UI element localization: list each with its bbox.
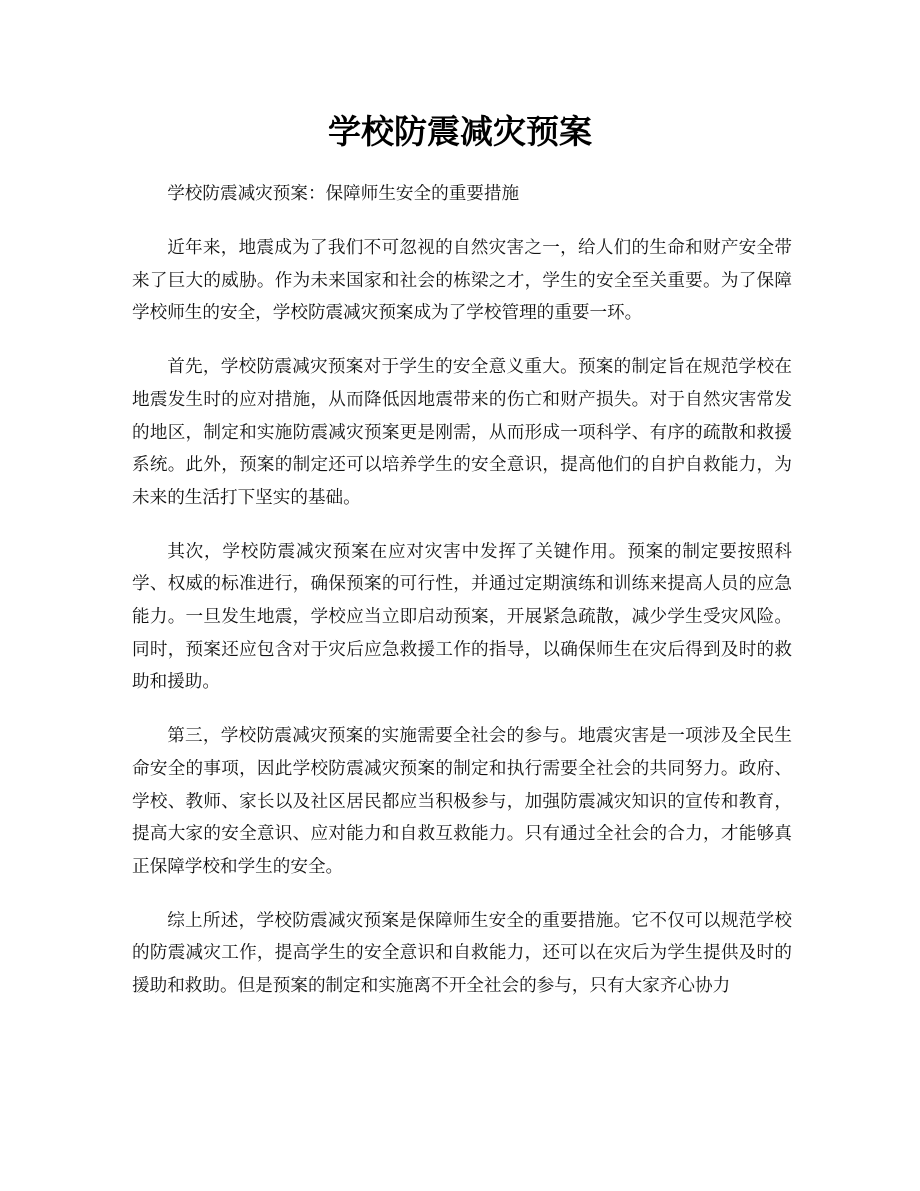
document-title: 学校防震减灾预案 bbox=[328, 112, 592, 151]
first-point-paragraph: 首先，学校防震减灾预案对于学生的安全意义重大。预案的制定旨在规范学校在地震发生时的应对措施，从而降低因地震带来的伤亡和财产损失。对于自然灾害常发的地区，制定和实施防震减灾预案更是刚需，从而形成一项科学、有序的疏散和救援系统。此外，预案的制定还可以培养学生的安全意识，提高他们的自护自救能力，为未来的生活打下坚实的基础。 bbox=[132, 357, 792, 508]
document-body bbox=[132, 178, 792, 1024]
third-point-paragraph: 第三，学校防震减灾预案的实施需要全社会的参与。地震灾害是一项涉及全民生命安全的事项，因此学校防震减灾预案的制定和执行需要全社会的共同努力。政府、学校、教师、家长以及社区居民都应当积极参与，加强防震减灾知识的宣传和教育，提高大家的安全意识、应对能力和自救互救能力。只有通过全社会的合力，才能够真正保障学校和学生的安全。 bbox=[132, 726, 792, 877]
intro-paragraph: 近年来，地震成为了我们不可忽视的自然灾害之一，给人们的生命和财产安全带来了巨大的威胁。作为未来国家和社会的栋梁之才，学生的安全至关重要。为了保障学校师生的安全，学校防震减灾预案成为了学校管理的重要一环。 bbox=[132, 238, 792, 324]
conclusion-paragraph: 综上所述，学校防震减灾预案是保障师生安全的重要措施。它不仅可以规范学校的防震减灾工作，提高学生的安全意识和自救能力，还可以在灾后为学生提供及时的援助和救助。但是预案的制定和实施离不开全社会的参与，只有大家齐心协力 bbox=[132, 910, 792, 996]
subtitle-paragraph: 学校防震减灾预案：保障师生安全的重要措施 bbox=[167, 184, 520, 204]
second-point-paragraph: 其次，学校防震减灾预案在应对灾害中发挥了关键作用。预案的制定要按照科学、权威的标准进行，确保预案的可行性，并通过定期演练和训练来提高人员的应急能力。一旦发生地震，学校应当立即启动预案，开展紧急疏散，减少学生受灾风险。同时，预案还应包含对于灾后应急救援工作的指导，以确保师生在灾后得到及时的救助和援助。 bbox=[132, 541, 792, 693]
